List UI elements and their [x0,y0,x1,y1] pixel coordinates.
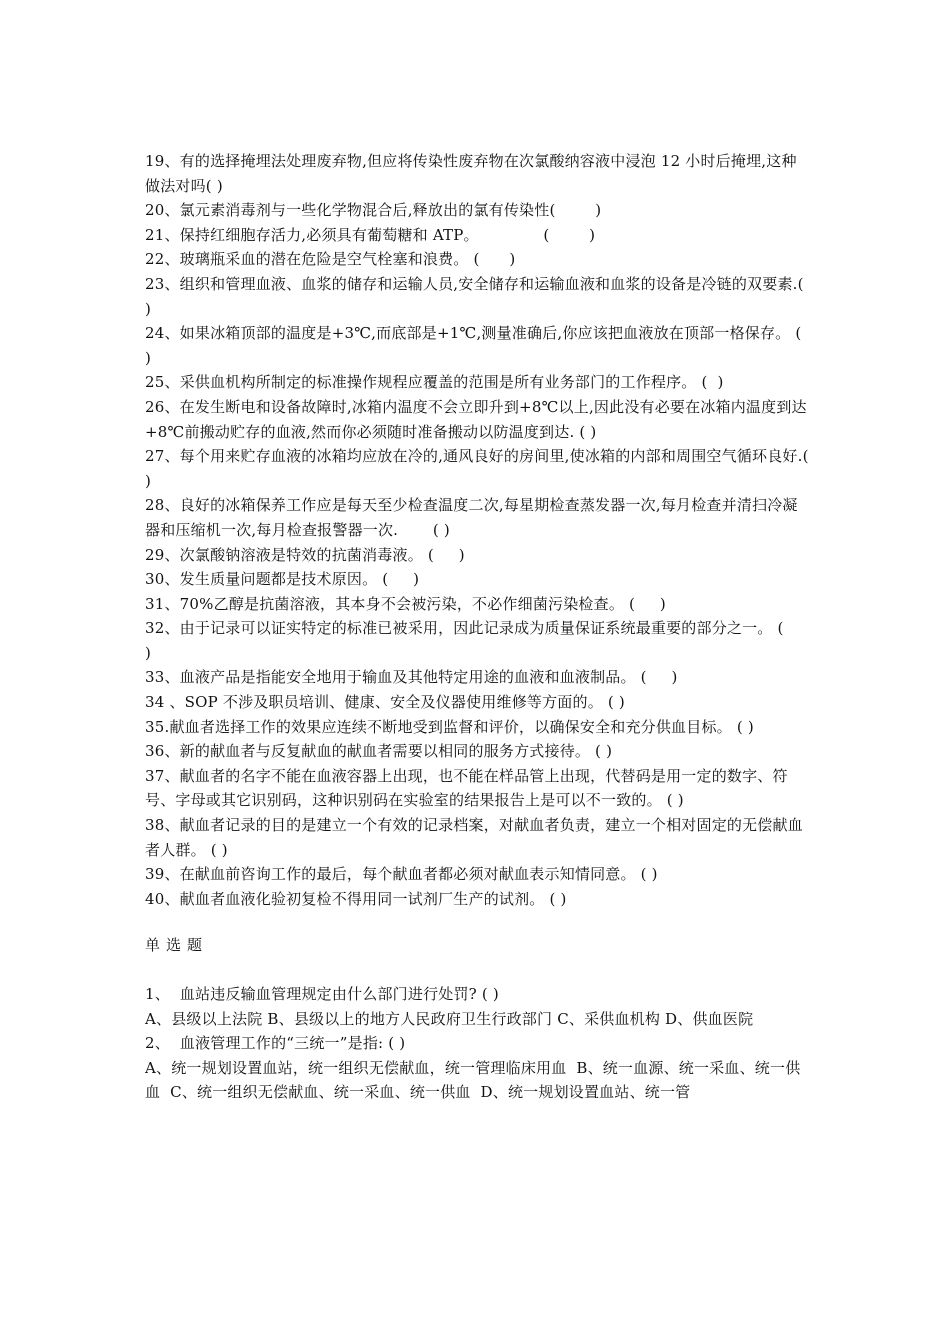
mc-question-1-options: A、县级以上法院 B、县级以上的地方人民政府卫生行政部门 C、采供血机构 D、供血医院 [145,1009,754,1028]
question-23: 23、组织和管理血液、血浆的储存和运输人员,安全储存和运输血液和血浆的设备是冷链的双要素.( ) [145,274,809,318]
question-31: 31、70%乙醇是抗菌溶液，其本身不会被污染，不必作细菌污染检查。 ( ) [145,594,666,613]
question-25: 25、采供血机构所制定的标准操作规程应覆盖的范围是所有业务部门的工作程序。 ( ) [145,373,724,392]
question-22: 22、玻璃瓶采血的潜在危险是空气栓塞和浪费。 ( ) [145,250,516,269]
question-39: 39、在献血前咨询工作的最后，每个献血者都必须对献血表示知情同意。 ( ) [145,865,658,884]
section-title-single-choice: 单选题 [145,936,209,955]
question-26: 26、在发生断电和设备故障时,冰箱内温度不会立即升到+8℃以上,因此没有必要在冰箱内温度到达+8℃前搬动贮存的血液,然而你必须随时准备搬动以防温度到达. ( ) [145,397,807,441]
question-20: 20、氯元素消毒剂与一些化学物混合后,释放出的氯有传染性( ) [145,201,602,220]
question-27: 27、每个用来贮存血液的冰箱均应放在冷的,通风良好的房间里,使冰箱的内部和周围空气循环良好.( ) [145,447,814,490]
mc-question-1: 1、 血站违反输血管理规定由什么部门进行处罚? ( ) [145,985,499,1003]
question-37: 37、献血者的名字不能在血液容器上出现，也不能在样品管上出现，代替码是用一定的数字、符号、字母或其它识别码，这种识别码在实验室的结果报告上是可以不一致的。 ( ) [145,766,788,810]
question-35: 35.献血者选择工作的效果应连续不断地受到监督和评价，以确保安全和充分供血目标。 ( ) [145,717,754,736]
single-choice-question-list [145,982,809,1105]
document-page [145,149,814,1105]
question-36: 36、新的献血者与反复献血的献血者需要以相同的服务方式接待。 ( ) [145,742,613,761]
question-38: 38、献血者记录的目的是建立一个有效的记录档案，对献血者负责，建立一个相对固定的无偿献血者人群。 ( ) [145,816,803,859]
question-32: 32、由于记录可以证实特定的标准已被采用，因此记录成为质量保证系统最重要的部分之一。 ( ) [145,619,809,662]
question-34: 34 、SOP 不涉及职员培训、健康、安全及仪器使用维修等方面的。 ( ) [145,693,625,712]
true-false-question-list [145,149,814,911]
question-28: 28、良好的冰箱保养工作应是每天至少检查温度二次,每星期检查蒸发器一次,每月检查并清扫冷凝器和压缩机一次,每月检查报警器一次. ( ) [145,496,798,539]
question-40: 40、献血者血液化验初复检不得用同一试剂厂生产的试剂。 ( ) [145,889,567,908]
question-33: 33、血液产品是指能安全地用于输血及其他特定用途的血液和血液制品。 ( ) [145,668,678,687]
question-24: 24、如果冰箱顶部的温度是+3℃,而底部是+1℃,测量准确后,你应该把血液放在顶部一格保存。 ( ) [145,324,807,367]
mc-question-2-options: A、统一规划设置血站，统一组织无偿献血，统一管理临床用血 B、统一血源、统一采血、统一供血 C、统一组织无偿献血、统一采血、统一供血 D、统一规划设置血站、统一管 [145,1058,801,1102]
question-29: 29、次氯酸钠溶液是特效的抗菌消毒液。 ( ) [145,545,465,564]
question-30: 30、发生质量问题都是技术原因。 ( ) [145,570,420,589]
question-21: 21、保持红细胞存活力,必须具有葡萄糖和 ATP。 ( ) [145,225,596,244]
mc-question-2: 2、 血液管理工作的“三统一”是指: ( ) [145,1034,406,1053]
question-19: 19、有的选择掩埋法处理废弃物,但应将传染性废弃物在次氯酸纳容液中浸泡 12 小时后掩埋,这种做法对吗( ) [145,152,797,195]
